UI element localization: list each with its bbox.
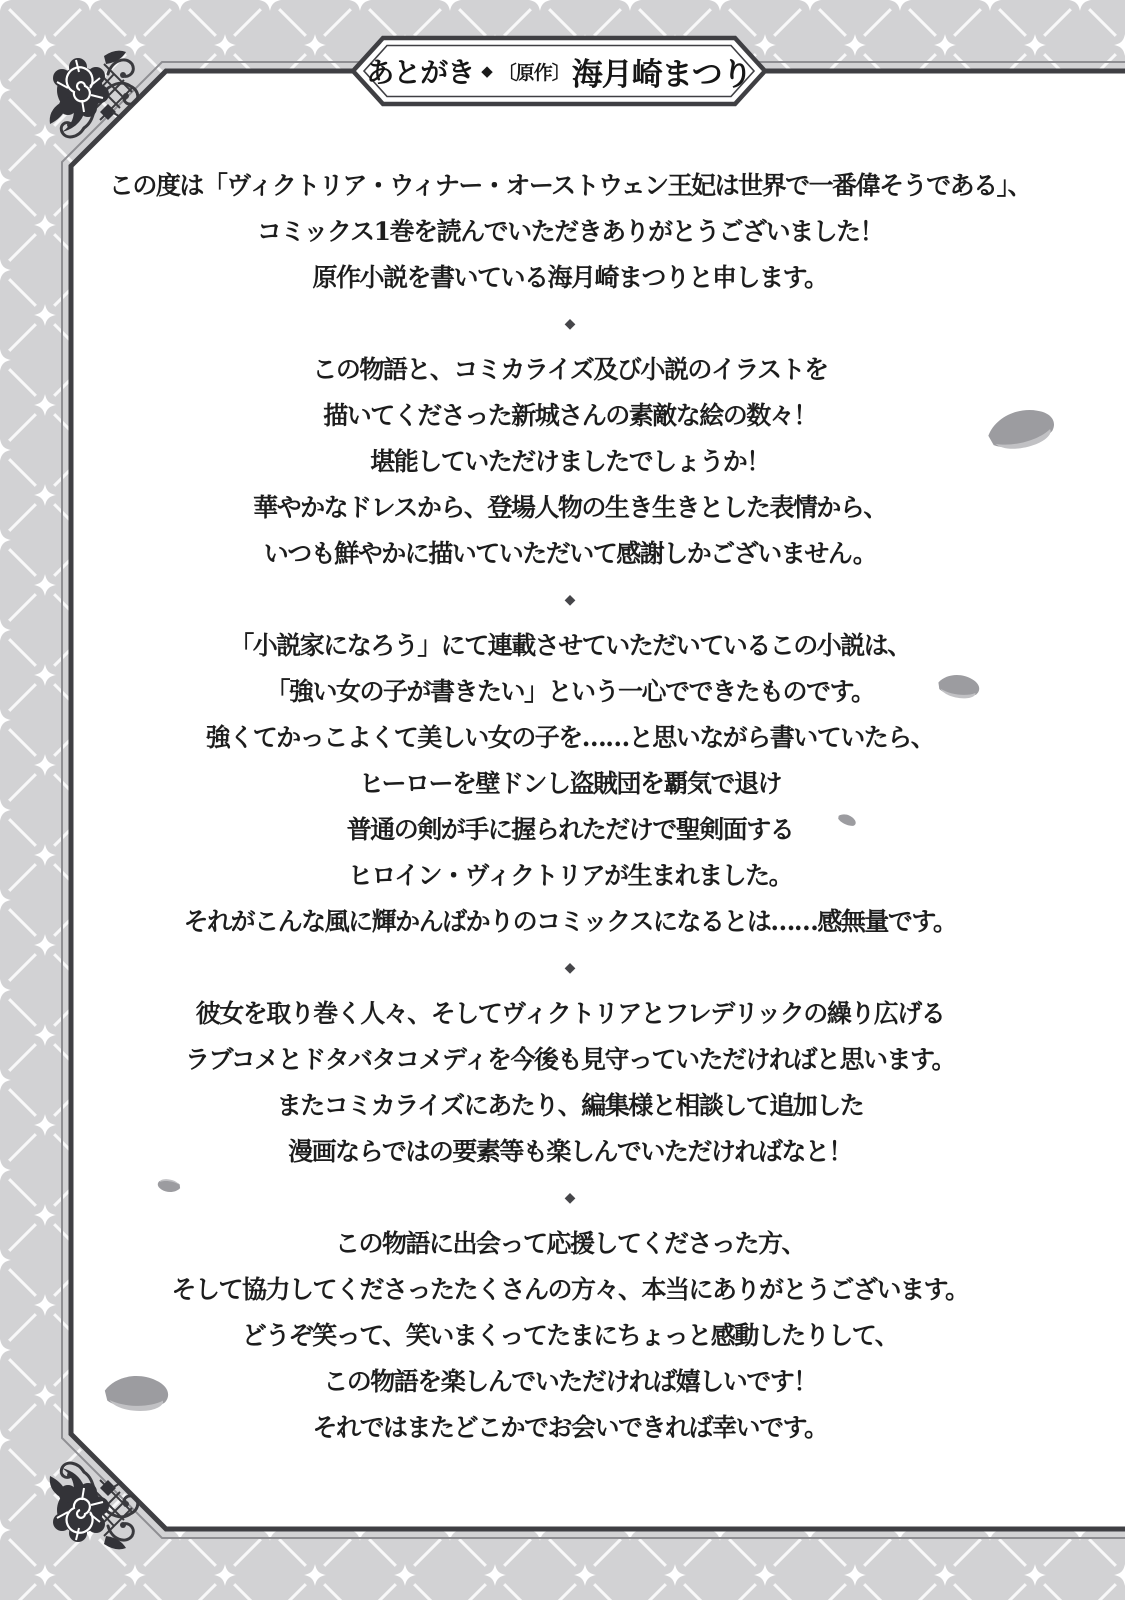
text-line: この物語に出会って応援してくださった方、: [334, 1229, 805, 1258]
text-line: 普通の剣が手に握られただけで聖剣面する: [346, 815, 794, 844]
text-line: コミックス1巻を読んでいただきありがとうございました！: [256, 217, 884, 246]
text-line: この物語を楽しんでいただければ嬉しいです！: [323, 1367, 817, 1396]
text-line: 描いてくださった新城さんの素敵な絵の数々！: [323, 401, 817, 430]
text-line: 強くてかっこよくて美しい女の子を……と思いながら書いていたら、: [205, 723, 935, 752]
text-line: いつも鮮やかに描いていただいて感謝しかございません。: [263, 539, 877, 568]
text-line: ヒロイン・ヴィクトリアが生まれました。: [347, 861, 793, 890]
section-divider-diamond-icon: ◆: [564, 316, 576, 332]
text-line: 「小説家になろう」にて連載させていただいているこの小説は、: [229, 631, 911, 660]
afterword-text: [75, 163, 1065, 1451]
banner-label: あとがき: [366, 56, 475, 89]
title-banner: [353, 38, 765, 104]
text-line: この度は「ヴィクトリア・ウィナー・オーストウェン王妃は世界で一番偉そうである」、: [108, 171, 1032, 200]
text-line: 原作小説を書いている海月崎まつりと申します。: [312, 263, 828, 292]
text-line: それではまたどこかでお会いできれば幸いです。: [312, 1413, 828, 1442]
banner-credit-prefix: 〔原作〕: [497, 61, 570, 84]
text-line: 漫画ならではの要素等も楽しんでいただければなと！: [288, 1137, 852, 1166]
section-divider-diamond-icon: ◆: [564, 960, 576, 976]
text-line: 彼女を取り巻く人々、そしてヴィクトリアとフレデリックの繰り広げる: [195, 999, 945, 1028]
text-line: 堪能していただけましたでしょうか！: [370, 447, 770, 476]
banner-author-name: 海月崎まつり: [571, 56, 752, 93]
section-divider-diamond-icon: ◆: [564, 1190, 576, 1206]
text-line: それがこんな風に輝かんばかりのコミックスになるとは……感無量です。: [183, 907, 957, 936]
banner-diamond-icon: ◆: [481, 62, 493, 80]
text-line: 「強い女の子が書きたい」という一心でできたものです。: [265, 677, 875, 706]
section-divider-diamond-icon: ◆: [564, 592, 576, 608]
text-line: またコミカライズにあたり、編集様と相談して追加した: [276, 1091, 864, 1120]
text-line: 華やかなドレスから、登場人物の生き生きとした表情から、: [253, 493, 887, 522]
text-line: そして協力してくださったたくさんの方々、本当にありがとうございます。: [171, 1275, 969, 1304]
text-line: ラブコメとドタバタコメディを今後も見守っていただければと思います。: [184, 1045, 955, 1074]
text-line: この物語と、コミカライズ及び小説のイラストを: [312, 355, 828, 384]
text-line: どうぞ笑って、笑いまくってたまにちょっと感動したりして、: [241, 1321, 899, 1350]
text-line: ヒーローを壁ドンし盗賊団を覇気で退け: [358, 769, 781, 798]
